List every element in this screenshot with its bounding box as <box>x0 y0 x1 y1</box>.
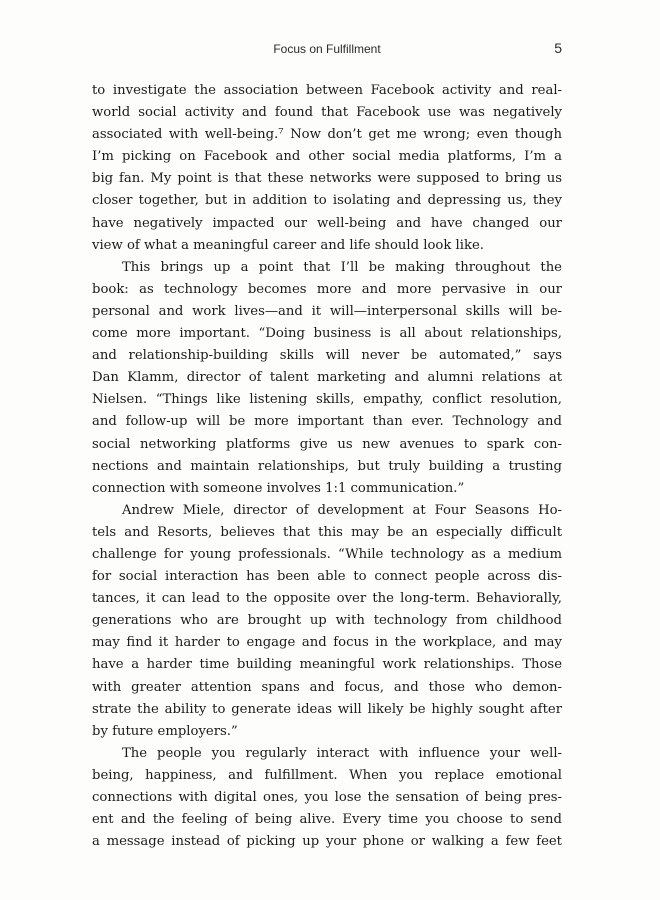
body-text <box>92 80 562 853</box>
running-title: Focus on Fulfillment <box>273 42 381 56</box>
text-line: Andrew Miele, director of development at Four Seasons Ho- <box>122 502 562 518</box>
text-line: strate the ability to generate ideas will likely be highly sought after <box>92 701 562 717</box>
paragraph <box>92 500 562 743</box>
text-line: generations who are brought up with technology from childhood <box>92 613 562 629</box>
text-line: and relationship-building skills will never be automated,” says <box>92 348 562 364</box>
running-head <box>92 42 562 60</box>
text-line: nections and maintain relationships, but truly building a trusting <box>92 458 562 474</box>
text-line: This brings up a point that I’ll be making throughout the <box>122 259 562 275</box>
page-number: 5 <box>554 40 562 56</box>
text-line: being, happiness, and fulfillment. When you replace emotional <box>92 767 562 783</box>
text-line: Dan Klamm, director of talent marketing and alumni relations at <box>92 370 562 386</box>
text-line: for social interaction has been able to connect people across dis- <box>92 569 562 585</box>
text-line: world social activity and found that Facebook use was negatively <box>92 105 562 121</box>
text-line: have a harder time building meaningful work relationships. Those <box>92 657 562 673</box>
text-line: to investigate the association between Facebook activity and real- <box>92 83 562 98</box>
text-line: and follow-up will be more important than ever. Technology and <box>92 414 562 430</box>
paragraph <box>92 743 562 853</box>
text-line: a message instead of picking up your phone or walking a few feet <box>92 834 562 850</box>
text-line: connections with digital ones, you lose the sensation of being pres- <box>92 790 562 805</box>
text-line: ent and the feeling of being alive. Every time you choose to send <box>92 812 562 828</box>
text-line: challenge for young professionals. “While technology as a medium <box>92 546 562 562</box>
text-line: have negatively impacted our well-being and have changed our <box>92 215 562 231</box>
text-line: closer together, but in addition to isolating and depressing us, they <box>92 193 562 209</box>
text-line: I’m picking on Facebook and other social media platforms, I’m a <box>92 149 562 165</box>
text-line: tances, it can lead to the opposite over the long-term. Behaviorally, <box>92 591 562 607</box>
text-line: may find it harder to engage and focus in the workplace, and may <box>92 635 562 651</box>
text-line: come more important. “Doing business is all about relationships, <box>92 326 562 342</box>
paragraph <box>92 257 562 500</box>
text-line: book: as technology becomes more and more pervasive in our <box>92 281 562 297</box>
text-line: by future employers.” <box>92 723 238 739</box>
text-line: connection with someone involves 1:1 communication.” <box>92 480 465 496</box>
text-line: tels and Resorts, believes that this may be an especially difficult <box>92 524 562 540</box>
text-line: The people you regularly interact with influence your well- <box>122 745 562 761</box>
text-line: view of what a meaningful career and life should look like. <box>92 237 484 253</box>
text-line: social networking platforms give us new avenues to spark con- <box>92 436 562 452</box>
text-line: big fan. My point is that these networks were supposed to bring us <box>92 171 562 187</box>
text-line: personal and work lives—and it will—interpersonal skills will be- <box>92 303 562 319</box>
text-line: with greater attention spans and focus, and those who demon- <box>92 679 562 695</box>
paragraph <box>92 80 562 257</box>
text-line: Nielsen. “Things like listening skills, empathy, conflict resolution, <box>92 392 562 408</box>
text-line: associated with well-being.⁷ Now don’t get me wrong; even though <box>92 127 562 143</box>
